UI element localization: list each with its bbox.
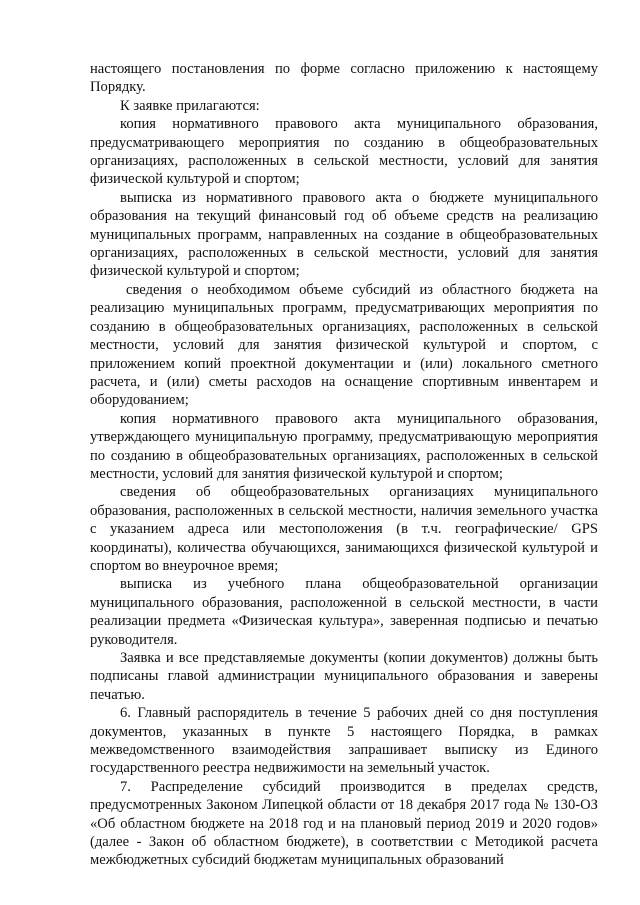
paragraph-copy-normative-act: копия нормативного правового акта муниципального образования, предусматривающего мероприятия по созданию в общеобразовательных организациях, расположенных в сельской местности, условий для занятия физической культурой и спортом; [90,116,598,188]
paragraph-attachments-heading: К заявке прилагаются: [120,97,260,114]
paragraph-school-info: сведения об общеобразовательных организациях муниципального образования, расположенных в сельской местности, наличия земельного участка с указанием адреса или местоположения (в т.ч. географические/ GPS координаты), количества обучающихся, занимающихся физической культурой и спортом во внеурочное время; [90,484,598,574]
paragraph-curriculum-extract: выписка из учебного плана общеобразовательной организации муниципального образования, расположенной в сельской местности, в части реализации предмета «Физическая культура», заверенная подписью и печатью руководителя. [90,576,598,648]
document-page [90,60,598,870]
paragraph-continuation: настоящего постановления по форме согласно приложению к настоящему Порядку. [90,61,598,96]
paragraph-subsidy-info: сведения о необходимом объеме субсидий из областного бюджета на реализацию муниципальных программ, предусматривающих мероприятия по созданию в общеобразовательных организациях, расположенных в сельской местности, условий для занятия физической культурой и спортом, с приложением копий проектной документации и (или) локального сметного расчета, и (или) сметы расходов на оснащение спортивным инвентарем и оборудованием; [90,281,598,409]
paragraph-signature-requirement: Заявка и все представляемые документы (копии документов) должны быть подписаны главой администрации муниципального образования и заверены печатью. [90,650,598,703]
paragraph-item-7: 7. Распределение субсидий производится в пределах средств, предусмотренных Законом Липецкой области от 18 декабря 2017 года № 130-ОЗ «Об областном бюджете на 2018 год и на плановый период 2019 и 2020 годов» (далее - Закон об областном бюджете), в соответствии с Методикой расчета межбюджетных субсидий бюджетам муниципальных образований [90,778,598,869]
paragraph-item-6: 6. Главный распорядитель в течение 5 рабочих дней со дня поступления документов, указанных в пункте 5 настоящего Порядка, в рамках межведомственного взаимодействия запрашивает выписку из Единого государственного реестра недвижимости на земельный участок. [90,705,598,777]
paragraph-budget-extract: выписка из нормативного правового акта о бюджете муниципального образования на текущий финансовый год об объеме средств на реализацию муниципальных программ, направленных на создание в общеобразовательных организациях, расположенных в сельской местности, условий для занятия физической культурой и спортом; [90,189,598,280]
paragraph-copy-program-act: копия нормативного правового акта муниципального образования, утверждающего муниципальную программу, предусматривающую мероприятия по созданию в общеобразовательных организациях, расположенных в сельской местности, условий для занятия физической культурой и спортом; [90,410,598,482]
